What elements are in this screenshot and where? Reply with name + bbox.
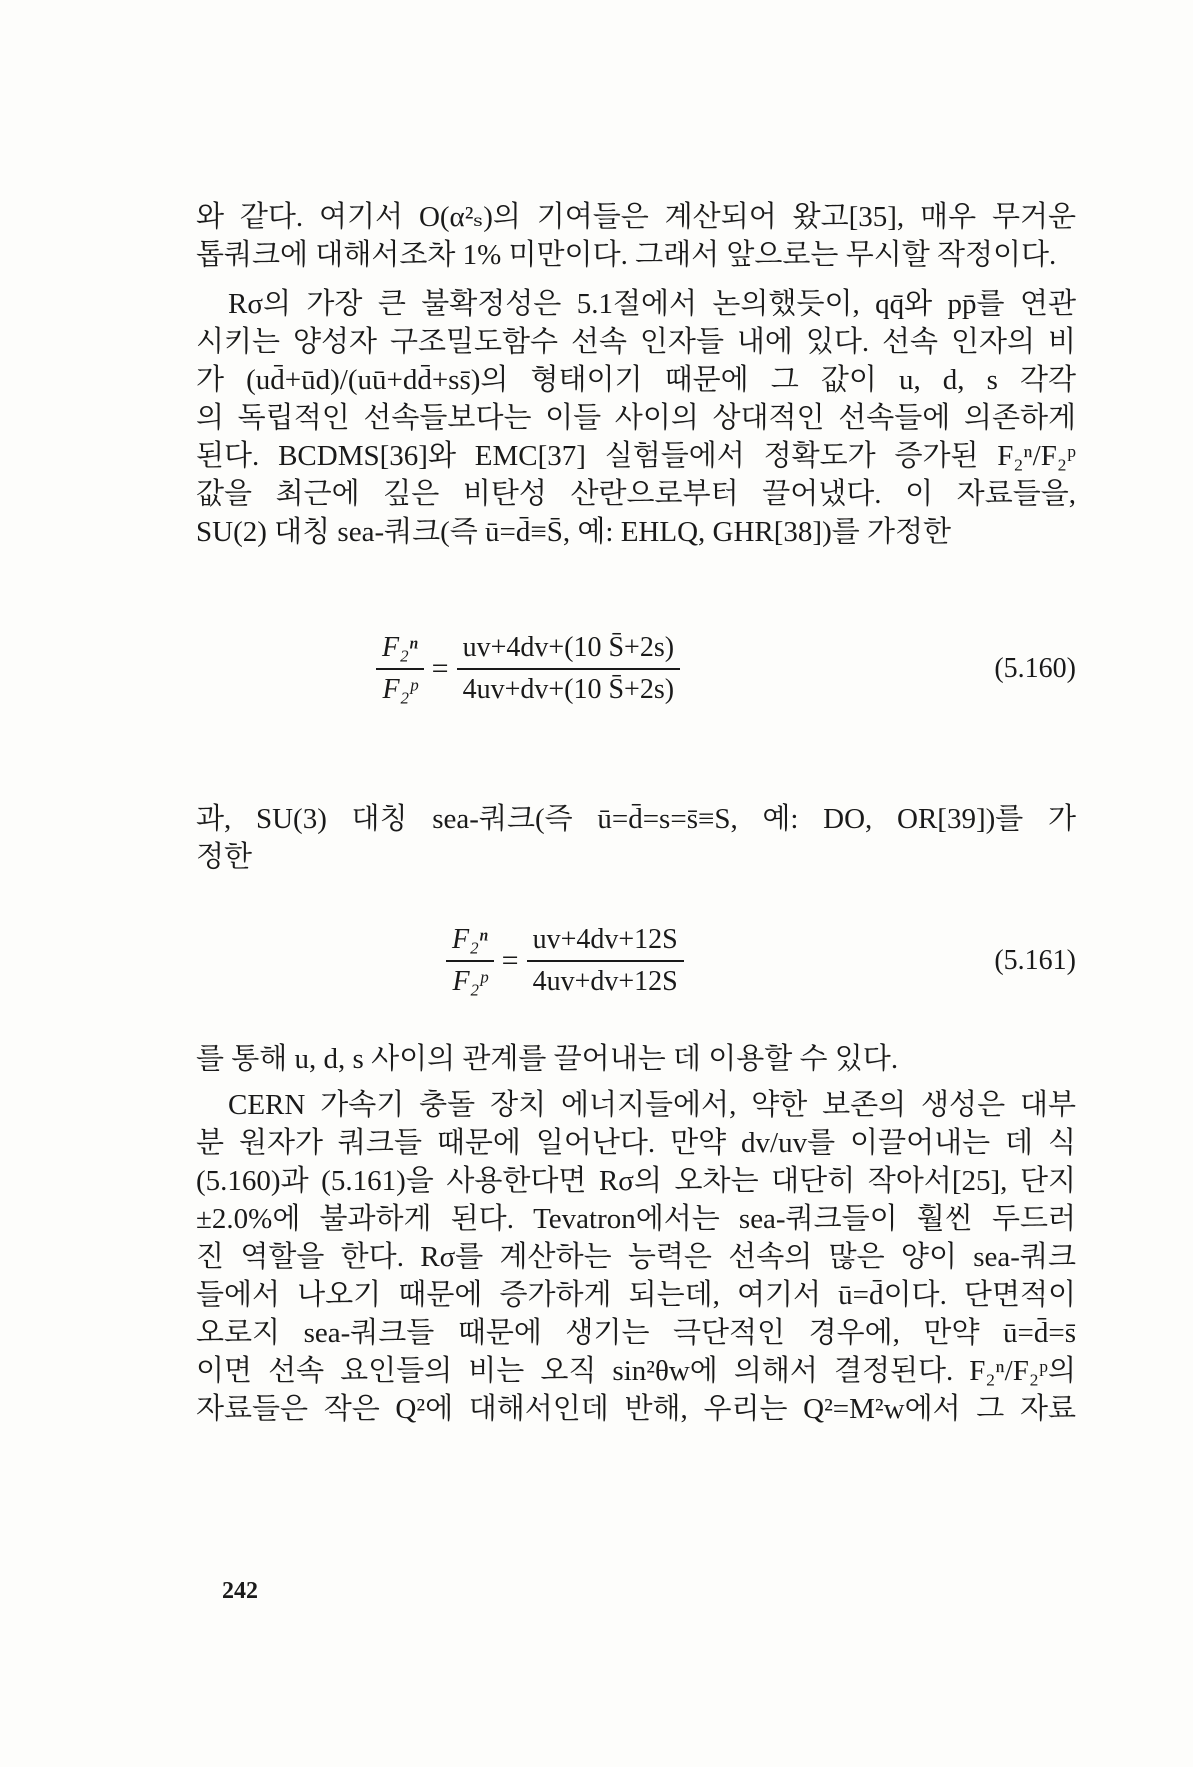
text-line: 분 원자가 쿼크들 때문에 일어난다. 만약 dv/uv를 이끌어내는 데 식 — [196, 1127, 1076, 1159]
page-number: 242 — [222, 1578, 258, 1604]
text-line: 정한 — [196, 841, 253, 873]
eq-rhs-denominator: 4uv+dv+12S — [532, 966, 678, 997]
text-line: ±2.0%에 불과하게 된다. Tevatron에서는 sea-쿼크들이 훨씬 두드러 — [196, 1203, 1076, 1235]
eq-lhs-denominator: F₂ᵖ — [452, 966, 488, 997]
text-line: 오로지 sea-쿼크들 때문에 생기는 극단적인 경우에, 만약 ū=d̄=s̄ — [196, 1317, 1076, 1349]
equation-number: (5.161) — [994, 945, 1076, 976]
text-line: 와 같다. 여기서 O(α²ₛ)의 기여들은 계산되어 왔고[35], 매우 무거운 — [196, 201, 1076, 233]
paragraph-5 — [196, 1086, 1076, 1428]
eq-lhs-numerator: F₂ⁿ — [376, 628, 424, 670]
eq-rhs-numerator: uv+4dv+12S — [527, 920, 684, 962]
eq-rhs-denominator: 4uv+dv+(10 S̄+2s) — [462, 674, 675, 705]
text-line: 된다. BCDMS[36]와 EMC[37] 실험들에서 정확도가 증가된 F₂ⁿ/F₂ᵖ — [196, 440, 1076, 472]
equals-sign: = — [431, 652, 449, 685]
text-line: 시키는 양성자 구조밀도함수 선속 인자들 내에 있다. 선속 인자의 비 — [196, 326, 1076, 358]
text-line: 자료들은 작은 Q²에 대해서인데 반해, 우리는 Q²=M²w에서 그 자료 — [196, 1393, 1076, 1425]
eq-rhs-fraction — [527, 920, 684, 1002]
paragraph-1 — [196, 198, 1076, 274]
text-line: 가 (ud̄+ūd)/(uū+dd̄+ss̄)의 형태이기 때문에 그 값이 u, d, s 각각 — [196, 364, 1076, 396]
eq-lhs-numerator: F₂ⁿ — [446, 920, 494, 962]
text-line: Rσ의 가장 큰 불확정성은 5.1절에서 논의했듯이, qq̄와 pp̄를 연관 — [228, 288, 1076, 320]
equation-5-160 — [196, 628, 1076, 718]
text-line: 과, SU(3) 대칭 sea-쿼크(즉 ū=d̄=s=s̄≡S, 예: DO, OR[39])를 가 — [196, 803, 1076, 835]
text-line: 를 통해 u, d, s 사이의 관계를 끌어내는 데 이용할 수 있다. — [196, 1043, 899, 1075]
text-line: 진 역할을 한다. Rσ를 계산하는 능력은 선속의 많은 양이 sea-쿼크 — [196, 1241, 1076, 1273]
eq-lhs-fraction — [446, 920, 494, 1002]
text-line: CERN 가속기 충돌 장치 에너지들에서, 약한 보존의 생성은 대부 — [228, 1089, 1076, 1121]
paragraph-2 — [196, 285, 1076, 551]
text-line: 값을 최근에 깊은 비탄성 산란으로부터 끌어냈다. 이 자료들을, — [196, 478, 1076, 510]
equation-5-161 — [196, 920, 1076, 1010]
paragraph-4 — [196, 1040, 1076, 1078]
text-line: 톱쿼크에 대해서조차 1% 미만이다. 그래서 앞으로는 무시할 작정이다. — [196, 239, 1057, 271]
equation-number: (5.160) — [994, 653, 1076, 684]
paragraph-3 — [196, 800, 1076, 876]
eq-rhs-numerator: uv+4dv+(10 S̄+2s) — [457, 628, 681, 670]
text-line: 들에서 나오기 때문에 증가하게 되는데, 여기서 ū=d̄이다. 단면적이 — [196, 1279, 1076, 1311]
equals-sign: = — [501, 944, 519, 977]
eq-rhs-fraction — [457, 628, 681, 710]
eq-lhs-fraction — [376, 628, 424, 710]
eq-lhs-denominator: F₂ᵖ — [382, 674, 418, 705]
text-line: SU(2) 대칭 sea-쿼크(즉 ū=d̄≡S̄, 예: EHLQ, GHR[38])를 가정한 — [196, 516, 952, 548]
text-line: (5.160)과 (5.161)을 사용한다면 Rσ의 오차는 대단히 작아서[25], 단지 — [196, 1165, 1076, 1197]
text-line: 이면 선속 요인들의 비는 오직 sin²θw에 의해서 결정된다. F₂ⁿ/F₂ᵖ의 — [196, 1355, 1076, 1387]
text-line: 의 독립적인 선속들보다는 이들 사이의 상대적인 선속들에 의존하게 — [196, 402, 1076, 434]
